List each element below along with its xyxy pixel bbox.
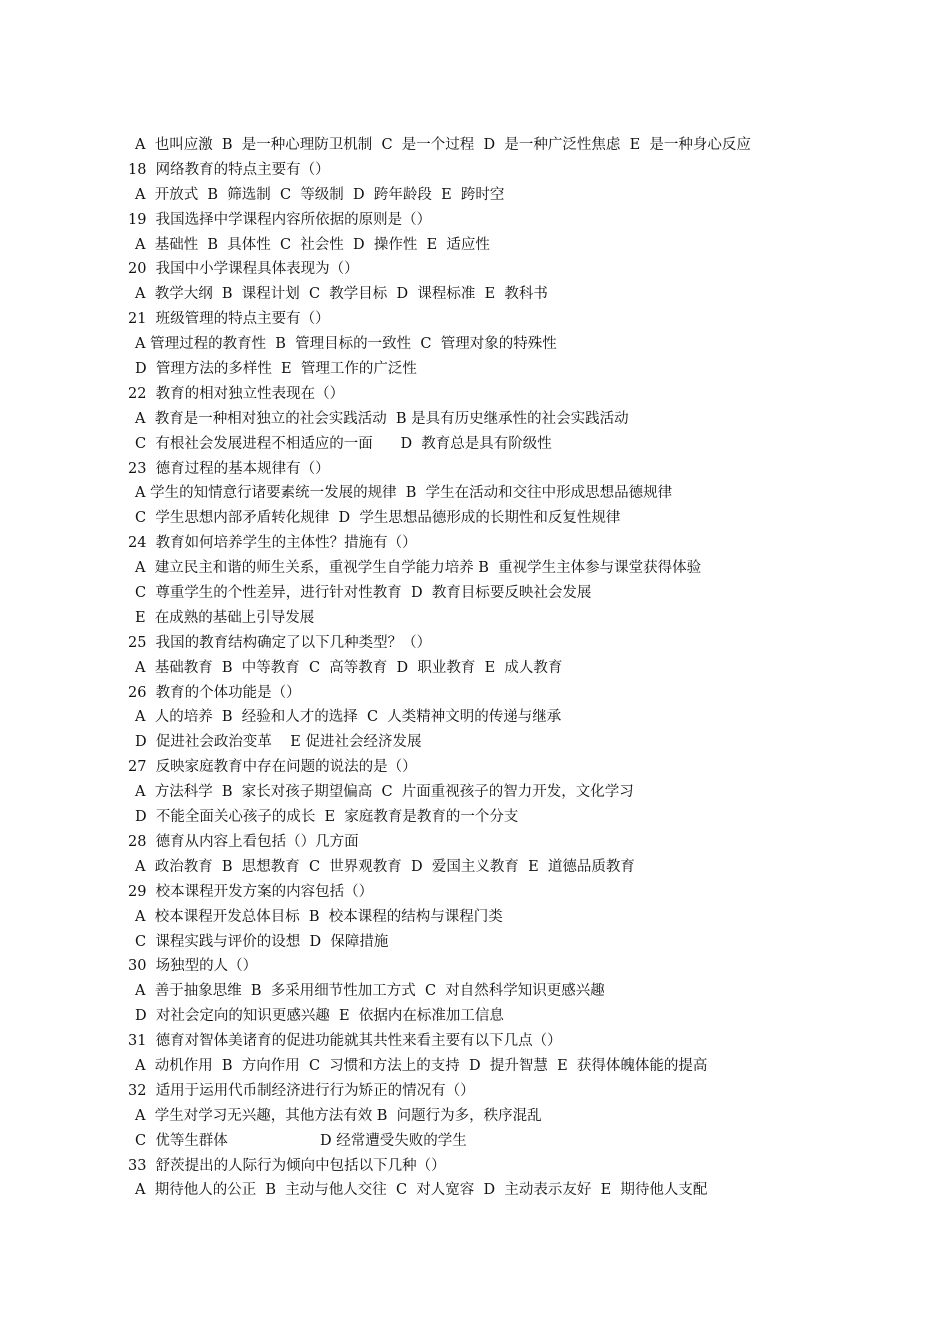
answer-options-line: D 管理方法的多样性 E 管理工作的广泛性 [135, 361, 417, 378]
question-line: 32 适用于运用代币制经济进行行为矫正的情况有（） [128, 1082, 475, 1099]
answer-options-line: C 优等生群体 D 经常遭受失败的学生 [135, 1132, 467, 1149]
answer-options-line: A 建立民主和谐的师生关系，重视学生自学能力培养 B 重视学生主体参与课堂获得体验 [135, 560, 702, 577]
answer-options-line: A 人的培养 B 经验和人才的选择 C 人类精神文明的传递与继承 [135, 709, 562, 726]
question-line: 22 教育的相对独立性表现在（） [128, 385, 345, 402]
question-line: 25 我国的教育结构确定了以下几种类型？（） [128, 634, 432, 651]
answer-options-line: D 促进社会政治变革 E 促进社会经济发展 [135, 734, 422, 751]
answer-options-line: A 基础性 B 具体性 C 社会性 D 操作性 E 适应性 [135, 236, 490, 253]
answer-options-line: A 也叫应激 B 是一种心理防卫机制 C 是一个过程 D 是一种广泛性焦虑 E 是一种身心反应 [135, 137, 751, 153]
question-line: 26 教育的个体功能是（） [128, 684, 301, 701]
answer-options-line: A 学生的知情意行诸要素统一发展的规律 B 学生在活动和交往中形成思想品德规律 [135, 485, 673, 502]
answer-options-line: A 期待他人的公正 B 主动与他人交往 C 对人宽容 D 主动表示友好 E 期待他人支配 [135, 1182, 708, 1199]
answer-options-line: A 善于抽象思维 B 多采用细节性加工方式 C 对自然科学知识更感兴趣 [135, 983, 605, 1000]
question-line: 19 我国选择中学课程内容所依据的原则是（） [128, 211, 432, 228]
answer-options-line: D 对社会定向的知识更感兴趣 E 依据内在标准加工信息 [135, 1008, 504, 1025]
answer-options-line: A 管理过程的教育性 B 管理目标的一致性 C 管理对象的特殊性 [135, 336, 557, 353]
answer-options-line: E 在成熟的基础上引导发展 [135, 609, 315, 626]
question-line: 30 场独型的人（） [128, 958, 258, 975]
question-list [128, 133, 828, 1203]
answer-options-line: C 有根社会发展进程不相适应的一面 D 教育总是具有阶级性 [135, 435, 552, 452]
answer-options-line: A 校本课程开发总体目标 B 校本课程的结构与课程门类 [135, 908, 503, 925]
question-line: 21 班级管理的特点主要有（） [128, 311, 330, 328]
question-line: 28 德育从内容上看包括（）几方面 [128, 833, 359, 850]
answer-options-line: A 政治教育 B 思想教育 C 世界观教育 D 爱国主义教育 E 道德品质教育 [135, 858, 635, 875]
answer-options-line: A 基础教育 B 中等教育 C 高等教育 D 职业教育 E 成人教育 [135, 659, 563, 676]
question-line: 23 德育过程的基本规律有（） [128, 460, 330, 477]
answer-options-line: D 不能全面关心孩子的成长 E 家庭教育是教育的一个分支 [135, 809, 519, 826]
question-line: 31 德育对智体美诸育的促进功能就其共性来看主要有以下几点（） [128, 1033, 562, 1050]
question-line: 33 舒茨提出的人际行为倾向中包括以下几种（） [128, 1157, 446, 1174]
question-line: 24 教育如何培养学生的主体性？措施有（） [128, 535, 417, 552]
question-line: 27 反映家庭教育中存在问题的说法的是（） [128, 759, 417, 776]
answer-options-line: C 课程实践与评价的设想 D 保障措施 [135, 933, 389, 950]
question-line: 18 网络教育的特点主要有（） [128, 161, 330, 178]
answer-options-line: C 学生思想内部矛盾转化规律 D 学生思想品德形成的长期性和反复性规律 [135, 510, 621, 527]
answer-options-line: A 动机作用 B 方向作用 C 习惯和方法上的支持 D 提升智慧 E 获得体魄体能的提高 [135, 1057, 708, 1074]
question-line: 29 校本课程开发方案的内容包括（） [128, 883, 374, 900]
answer-options-line: A 方法科学 B 家长对孩子期望偏高 C 片面重视孩子的智力开发，文化学习 [135, 784, 634, 801]
answer-options-line: A 学生对学习无兴趣，其他方法有效 B 问题行为多，秩序混乱 [135, 1107, 542, 1124]
question-line: 20 我国中小学课程具体表现为（） [128, 261, 359, 278]
answer-options-line: C 尊重学生的个性差异，进行针对性教育 D 教育目标要反映社会发展 [135, 585, 592, 602]
answer-options-line: A 教育是一种相对独立的社会实践活动 B 是具有历史继承性的社会实践活动 [135, 410, 629, 427]
answer-options-line: A 教学大纲 B 课程计划 C 教学目标 D 课程标准 E 教科书 [135, 286, 548, 303]
answer-options-line: A 开放式 B 筛选制 C 等级制 D 跨年龄段 E 跨时空 [135, 186, 505, 203]
